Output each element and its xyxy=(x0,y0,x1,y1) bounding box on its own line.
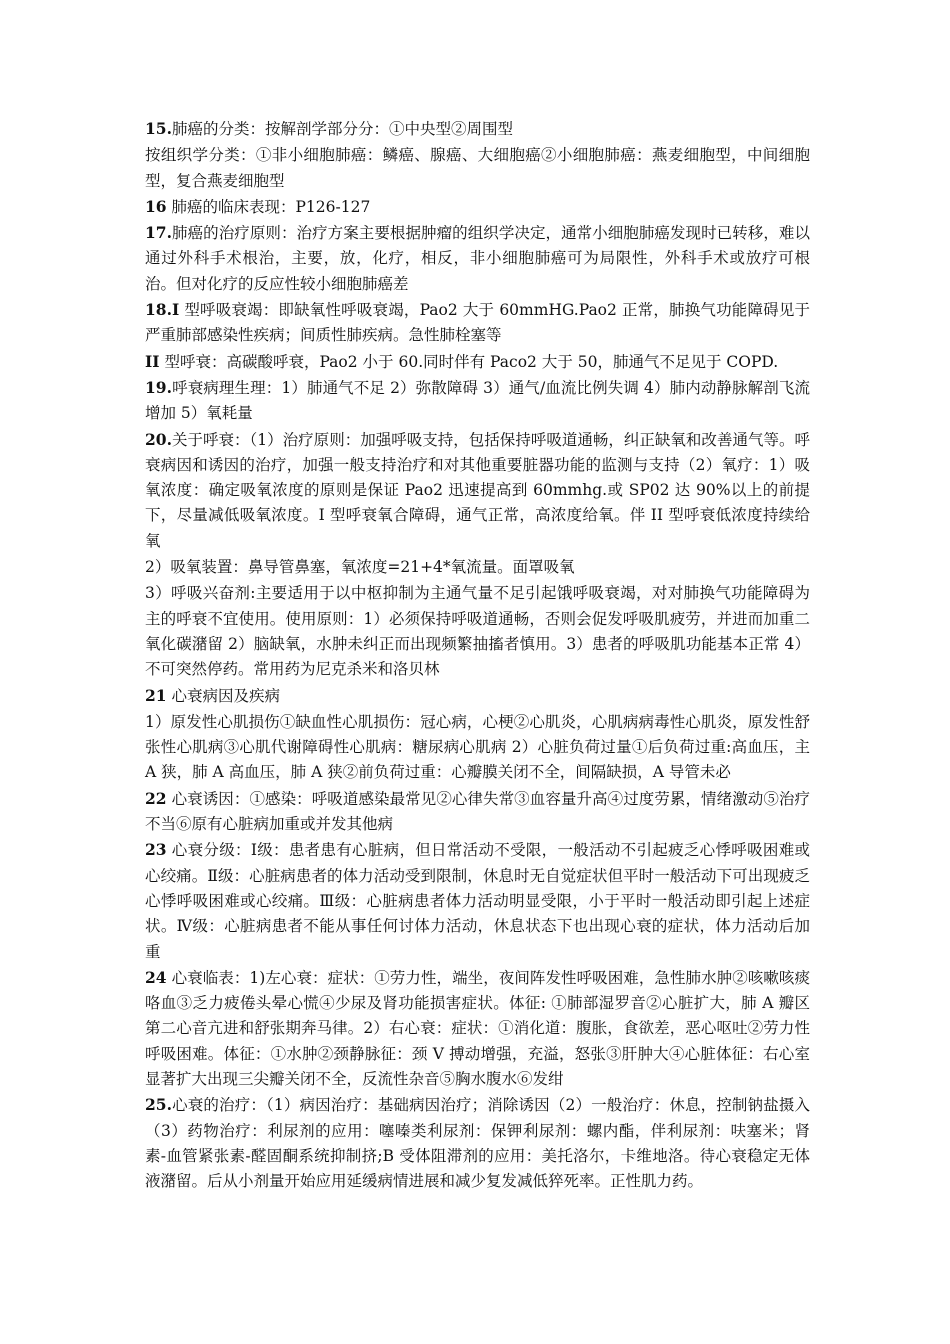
item-number: II xyxy=(145,351,160,371)
paragraph-text: 肺癌的治疗原则：治疗方案主要根据肿瘤的组织学决定，通常小细胞肺癌发现时已转移，难以通过外科手术根治，主要，放，化疗，相反，非小细胞肺癌可为局限性，外科手术或放疗可根治。但对化疗的反应性较小细胞肺癌差 xyxy=(145,224,810,293)
document-page xyxy=(145,116,810,1194)
paragraph-text: 心衰病因及疾病 xyxy=(166,686,281,705)
paragraph-text: 型呼吸衰竭：即缺氧性呼吸衰竭，Pao2 大于 60mmHG.Pao2 正常，肺换气功能障碍见于严重肺部感染性疾病；间质性肺疾病。急性肺栓塞等 xyxy=(145,301,810,345)
paragraph-20 xyxy=(145,427,810,554)
paragraph-19 xyxy=(145,375,810,427)
item-number: 15. xyxy=(145,119,172,138)
item-number: 24 xyxy=(145,967,167,987)
item-number: 22 xyxy=(145,788,167,808)
paragraph-24 xyxy=(145,965,810,1092)
paragraph-text: 心衰的治疗：（1）病因治疗：基础病因治疗；消除诱因（2）一般治疗：休息，控制钠盐摄入（3）药物治疗：利尿剂的应用：噻嗪类利尿剂：保钾利尿剂：螺内酯，伴利尿剂：呋塞米；肾素-血管紧张素-醛固酮系统抑制挤;B 受体阻滞剂的应用：美托洛尔，卡维地洛。待心衰稳定无体液潴留。后从小剂量开始应用延缓病情进展和减少复发减低猝死率。正性肌力药。 xyxy=(145,1096,810,1191)
paragraph-17 xyxy=(145,220,810,297)
paragraph-text: 心衰诱因：①感染：呼吸道感染最常见②心律失常③血容量升高④过度劳累，情绪激动⑤治疗不当⑥原有心脏病加重或并发其他病 xyxy=(145,789,810,834)
item-number: 25. xyxy=(145,1095,172,1115)
item-number: 16 xyxy=(145,196,167,216)
paragraph-21-detail xyxy=(145,709,810,786)
paragraph-text: 3）呼吸兴奋剂:主要适用于以中枢抑制为主通气量不足引起饿呼吸衰竭，对对肺换气功能障碍为主的呼衰不宜使用。使用原则：1）必须保持呼吸道通畅，否则会促发呼吸肌疲劳，并进而加重二氧化碳潴留 2）脑缺氧，水肿未纠正而出现频繁抽搐者慎用。3）患者的呼吸肌功能基本正常 4）不可突然停药。常用药为尼克杀米和洛贝林 xyxy=(145,584,810,679)
paragraph-text: 2）吸氧装置：鼻导管鼻塞，氧浓度=21+4*氧流量。面罩吸氧 xyxy=(145,558,575,577)
paragraph-20-device xyxy=(145,554,810,580)
paragraph-22 xyxy=(145,786,810,838)
item-number: 18.I xyxy=(145,300,180,320)
paragraph-20-stimulant xyxy=(145,580,810,682)
paragraph-text: 呼衰病理生理：1）肺通气不足 2）弥散障碍 3）通气/血流比例失调 4）肺内动静脉解剖飞流增加 5）氧耗量 xyxy=(145,378,810,423)
paragraph-text: 肺癌的临床表现：P126-127 xyxy=(166,197,371,216)
paragraph-18-type2 xyxy=(145,349,810,375)
paragraph-16 xyxy=(145,194,810,220)
paragraph-text: 心衰分级：Ⅰ级：患者患有心脏病，但日常活动不受限，一般活动不引起疲乏心悸呼吸困难或心绞痛。Ⅱ级：心脏病患者的体力活动受到限制，休息时无自觉症状但平时一般活动下可出现疲乏心悸呼吸困难或心绞痛。Ⅲ级：心脏病患者体力活动明显受限，小于平时一般活动即引起上述症状。Ⅳ级：心脏病患者不能从事任何讨体力活动，休息状态下也出现心衰的症状，体力活动后加重 xyxy=(145,841,810,961)
paragraph-15 xyxy=(145,116,810,142)
paragraph-text: 心衰临表：1)左心衰：症状：①劳力性，端坐，夜间阵发性呼吸困难，急性肺水肿②咳嗽咳痰咯血③乏力疲倦头晕心慌④少尿及肾功能损害症状。体征: ①肺部湿罗音②心脏扩大，肺 A 瓣区第二心音亢进和舒张期奔马律。2）右心衰：症状：①消化道：腹胀，食欲差，恶心呕吐②劳力性呼吸困难。体征：①水肿②颈静脉征：颈 V 搏动增强，充溢，怒张③肝肿大④心脏体征：右心室显著扩大出现三尖瓣关闭不全，反流性杂音⑤胸水腹水⑥发绀 xyxy=(145,968,810,1088)
paragraph-18 xyxy=(145,297,810,349)
paragraph-23 xyxy=(145,837,810,964)
paragraph-text: 1）原发性心肌损伤①缺血性心肌损伤：冠心病，心梗②心肌炎，心肌病病毒性心肌炎，原发性舒张性心肌病③心肌代谢障碍性心肌病：糖尿病心肌病 2）心脏负荷过量①后负荷过重:高血压，主 A 狭，肺 A 高血压，肺 A 狭②前负荷过重：心瓣膜关闭不全，间隔缺损，A 导管未必 xyxy=(145,712,810,782)
paragraph-15-histology xyxy=(145,142,810,194)
paragraph-25 xyxy=(145,1092,810,1194)
paragraph-text: 按组织学分类：①非小细胞肺癌：鳞癌、腺癌、大细胞癌②小细胞肺癌：燕麦细胞型，中间细胞型，复合燕麦细胞型 xyxy=(145,146,810,190)
item-number: 23 xyxy=(145,840,167,860)
item-number: 21 xyxy=(145,685,167,705)
item-number: 17. xyxy=(145,223,172,243)
item-number: 19. xyxy=(145,377,172,397)
paragraph-text: 型呼衰：高碳酸呼衰，Pao2 小于 60.同时伴有 Paco2 大于 50，肺通气不足见于 COPD. xyxy=(159,352,779,371)
paragraph-text: 关于呼衰：（1）治疗原则：加强呼吸支持，包括保持呼吸道通畅，纠正缺氧和改善通气等。呼衰病因和诱因的治疗，加强一般支持治疗和对其他重要脏器功能的监测与支持（2）氧疗：1）吸氧浓度：确定吸氧浓度的原则是保证 Pao2 迅速提高到 60mmhg.或 SP02 达 90%以上的前提下，尽量减低吸氧浓度。I 型呼衰氧合障碍，通气正常，高浓度给氧。伴 II 型呼衰低浓度持续给氧 xyxy=(145,430,810,550)
paragraph-21 xyxy=(145,683,810,709)
item-number: 20. xyxy=(145,429,172,449)
paragraph-text: 肺癌的分类：按解剖学部分分：①中央型②周围型 xyxy=(171,120,513,138)
